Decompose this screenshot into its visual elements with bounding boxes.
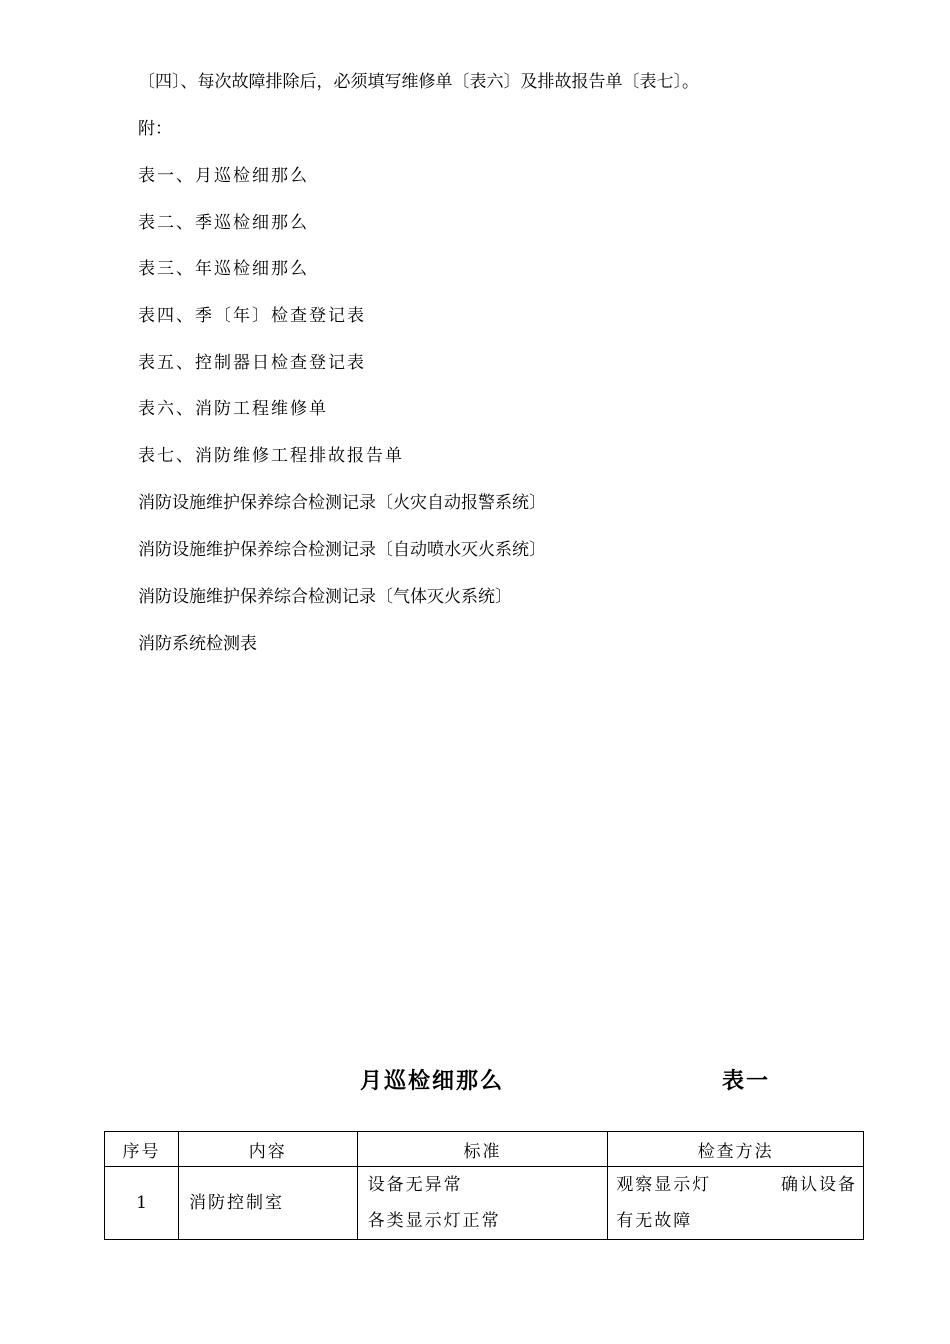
appendix-item-record-gas: 消防设施维护保养综合检测记录〔气体灭火系统〕 <box>138 587 512 607</box>
monthly-inspection-table <box>104 1131 864 1240</box>
appendix-item-table7: 表七、消防维修工程排故报告单 <box>138 446 404 466</box>
header-content: 内容 <box>178 1132 357 1167</box>
appendix-item-table3: 表三、年巡检细那么 <box>138 259 309 279</box>
row-standard-line-1: 设备无异常 <box>367 1175 463 1195</box>
row-method-line-2: 有无故障 <box>616 1211 693 1231</box>
table-number: 表一 <box>722 1069 771 1094</box>
row-no: 1 <box>105 1167 179 1240</box>
paragraph-item-4: 〔四〕、每次故障排除后，必须填写维修单〔表六〕及排故报告单〔表七〕。 <box>138 72 699 92</box>
row-content <box>178 1167 357 1240</box>
row-method-line-1a: 观察显示灯 <box>616 1175 712 1195</box>
header-method: 检查方法 <box>608 1132 864 1167</box>
table-header-row <box>105 1132 864 1167</box>
row-method-line-1 <box>616 1167 857 1203</box>
row-content-text: 消防控制室 <box>188 1193 284 1213</box>
appendix-item-table6: 表六、消防工程维修单 <box>138 399 328 419</box>
appendix-item-table2: 表二、季巡检细那么 <box>138 213 309 233</box>
row-method-line-1b: 确认设备 <box>781 1175 857 1195</box>
appendix-item-system-test: 消防系统检测表 <box>138 634 257 654</box>
table-title: 月巡检细那么 <box>360 1069 505 1094</box>
row-standard-line-2: 各类显示灯正常 <box>367 1211 501 1231</box>
appendix-item-table4: 表四、季〔年〕检查登记表 <box>138 306 366 326</box>
appendix-item-table1: 表一、月巡检细那么 <box>138 166 309 186</box>
row-method <box>608 1167 864 1240</box>
table-row <box>105 1167 864 1240</box>
appendix-item-table5: 表五、控制器日检查登记表 <box>138 353 366 373</box>
table-title-row <box>0 1064 950 1098</box>
header-standard: 标准 <box>357 1132 608 1167</box>
appendix-item-record-sprinkler: 消防设施维护保养综合检测记录〔自动喷水灭火系统〕 <box>138 540 546 560</box>
appendix-label: 附： <box>138 119 172 139</box>
appendix-item-record-fire-alarm: 消防设施维护保养综合检测记录〔火灾自动报警系统〕 <box>138 493 546 513</box>
header-no: 序号 <box>105 1132 179 1167</box>
row-standard <box>357 1167 608 1240</box>
